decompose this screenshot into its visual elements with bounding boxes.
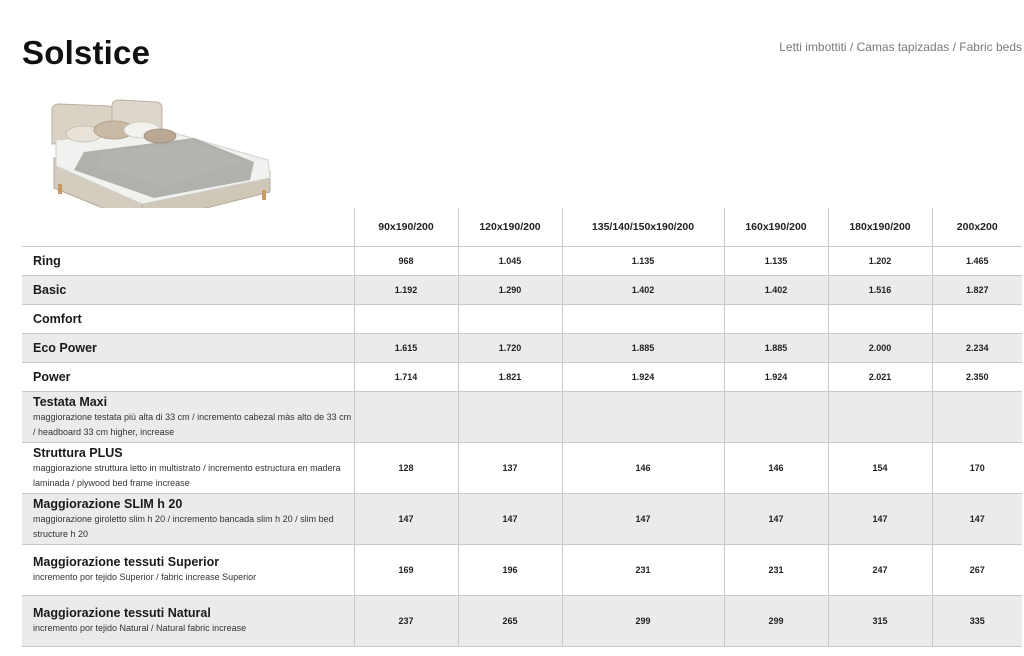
price-cell: 170 <box>932 443 1022 494</box>
price-cell: 1.290 <box>458 276 562 305</box>
row-title: Eco Power <box>33 341 97 355</box>
price-cell: 1.135 <box>724 247 828 276</box>
row-title: Testata Maxi <box>33 394 108 409</box>
price-cell: 154 <box>828 443 932 494</box>
price-cell: 1.924 <box>562 363 724 392</box>
column-header: 120x190/200 <box>458 208 562 247</box>
column-header: 160x190/200 <box>724 208 828 247</box>
price-cell <box>354 392 458 443</box>
table-row <box>22 363 1022 392</box>
price-table <box>22 208 1022 647</box>
price-cell: 1.827 <box>932 276 1022 305</box>
row-label-cell <box>22 494 354 545</box>
price-cell: 137 <box>458 443 562 494</box>
row-label-cell <box>22 334 354 363</box>
price-cell: 2.000 <box>828 334 932 363</box>
table-row <box>22 443 1022 494</box>
price-cell: 1.720 <box>458 334 562 363</box>
price-cell: 169 <box>354 545 458 596</box>
price-cell: 231 <box>724 545 828 596</box>
row-label-cell <box>22 596 354 647</box>
row-label-cell <box>22 392 354 443</box>
price-cell <box>828 392 932 443</box>
column-header: 200x200 <box>932 208 1022 247</box>
column-header: 180x190/200 <box>828 208 932 247</box>
table-row <box>22 276 1022 305</box>
row-description: incremento por tejido Superior / fabric increase Superior <box>33 572 257 582</box>
price-cell: 1.714 <box>354 363 458 392</box>
row-title: Ring <box>33 254 61 268</box>
price-cell: 147 <box>562 494 724 545</box>
row-title: Struttura PLUS <box>33 445 123 460</box>
row-label-cell <box>22 276 354 305</box>
price-cell <box>562 392 724 443</box>
row-title: Maggiorazione tessuti Superior <box>33 555 220 569</box>
price-cell: 237 <box>354 596 458 647</box>
table-header-row <box>22 208 1022 247</box>
price-cell <box>724 305 828 334</box>
page-title: Solstice <box>22 34 151 71</box>
column-header: 135/140/150x190/200 <box>562 208 724 247</box>
price-cell: 265 <box>458 596 562 647</box>
price-cell: 196 <box>458 545 562 596</box>
price-cell: 1.135 <box>562 247 724 276</box>
price-cell: 147 <box>724 494 828 545</box>
table-row <box>22 247 1022 276</box>
price-cell: 1.202 <box>828 247 932 276</box>
row-label-cell <box>22 247 354 276</box>
price-cell: 1.821 <box>458 363 562 392</box>
price-cell: 1.615 <box>354 334 458 363</box>
row-title: Basic <box>33 283 67 297</box>
price-cell: 1.885 <box>724 334 828 363</box>
price-cell: 2.234 <box>932 334 1022 363</box>
price-cell: 147 <box>458 494 562 545</box>
price-cell: 147 <box>354 494 458 545</box>
row-label-cell <box>22 305 354 334</box>
price-cell: 2.350 <box>932 363 1022 392</box>
price-cell <box>354 305 458 334</box>
price-cell: 1.045 <box>458 247 562 276</box>
price-cell: 128 <box>354 443 458 494</box>
price-cell: 1.192 <box>354 276 458 305</box>
price-cell: 335 <box>932 596 1022 647</box>
price-cell: 1.402 <box>562 276 724 305</box>
price-cell: 146 <box>562 443 724 494</box>
price-cell: 1.924 <box>724 363 828 392</box>
price-cell: 2.021 <box>828 363 932 392</box>
row-title: Power <box>33 370 71 384</box>
price-cell: 231 <box>562 545 724 596</box>
price-cell: 267 <box>932 545 1022 596</box>
table-row <box>22 494 1022 545</box>
price-cell <box>458 392 562 443</box>
price-cell: 299 <box>562 596 724 647</box>
row-description: maggiorazione testata più alta di 33 cm / incremento cabezal màs alto de 33 cm / headboard 33 cm higher, increase <box>33 411 352 437</box>
price-cell: 1.516 <box>828 276 932 305</box>
price-cell: 299 <box>724 596 828 647</box>
column-header: 90x190/200 <box>354 208 458 247</box>
price-cell: 247 <box>828 545 932 596</box>
table-row <box>22 305 1022 334</box>
price-cell <box>828 305 932 334</box>
row-description: maggiorazione giroletto slim h 20 / incremento bancada slim h 20 / slim bed structure h 20 <box>33 513 334 539</box>
price-cell <box>458 305 562 334</box>
category-breadcrumb: Letti imbottiti / Camas tapizadas / Fabric beds <box>779 40 1022 54</box>
row-description: incremento por tejido Natural / Natural fabric increase <box>33 623 247 633</box>
row-title: Comfort <box>33 312 82 326</box>
price-cell: 1.402 <box>724 276 828 305</box>
row-label-cell <box>22 363 354 392</box>
row-title: Maggiorazione tessuti Natural <box>33 606 211 620</box>
price-cell <box>932 392 1022 443</box>
price-cell: 147 <box>932 494 1022 545</box>
price-cell <box>724 392 828 443</box>
table-row <box>22 596 1022 647</box>
row-description: maggiorazione struttura letto in multistrato / incremento estructura en madera laminada / plywood bed frame increase <box>33 462 341 488</box>
price-cell: 1.885 <box>562 334 724 363</box>
row-label-cell <box>22 545 354 596</box>
table-row <box>22 334 1022 363</box>
price-cell: 315 <box>828 596 932 647</box>
row-title: Maggiorazione SLIM h 20 <box>33 496 183 511</box>
price-cell: 146 <box>724 443 828 494</box>
price-cell: 968 <box>354 247 458 276</box>
price-cell <box>562 305 724 334</box>
price-cell: 1.465 <box>932 247 1022 276</box>
price-cell <box>932 305 1022 334</box>
header-empty-cell <box>22 208 354 247</box>
table-row <box>22 392 1022 443</box>
row-label-cell <box>22 443 354 494</box>
price-cell: 147 <box>828 494 932 545</box>
table-row <box>22 545 1022 596</box>
